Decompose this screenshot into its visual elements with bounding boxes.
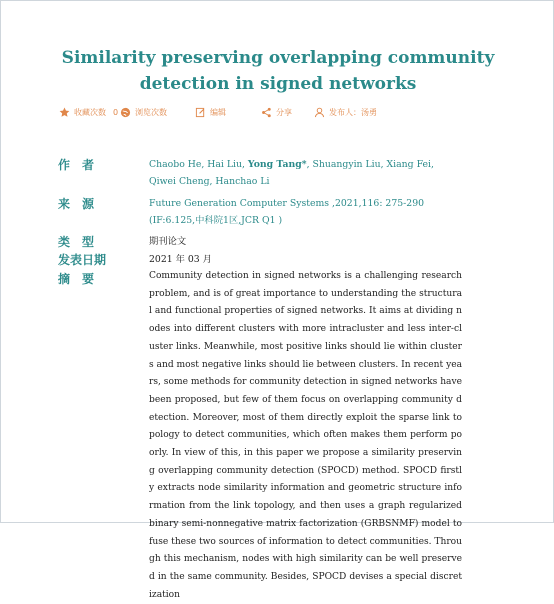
- publisher-label: 发布人：: [329, 108, 361, 117]
- author-highlight: Yong Tang*: [247, 159, 307, 170]
- favorites-count: 0: [113, 108, 119, 117]
- publisher-name[interactable]: 汤勇: [361, 108, 377, 117]
- views-stat: [120, 107, 167, 118]
- abstract-text: Community detection in signed networks is a challenging research problem, and is of great importance to understanding the structural and functional properties of signed networks. It aims at dividing nodes into different clusters with more intracluster and less inter-cluster links. Meanwhile, most positive links should lie within clusters and most negative links should lie between clusters. In recent years, some methods for community detection in signed networks have been proposed, but few of them focus on overlapping community detection. Moreover, most of them directly exploit the sparse link topology to detect communities, which often makes them perform poorly. In view of this, in this paper we propose a similarity preserving overlapping community detection (SPOCD) method. SPOCD firstly extracts node similarity information and geometric structure information from the link topology, and then uses a graph regularized binary semi-nonnegative matrix factorization (GRBSNMF) model to fuse these two sources of information to detect communities. Through this mechanism, nodes with high similarity can be well preserved in the same community. Besides, SPOCD devises a special discretization: [149, 271, 463, 600]
- author-label: 作 者: [58, 158, 95, 172]
- authors-value: [149, 156, 461, 190]
- share-icon: [261, 107, 272, 118]
- user-icon: [314, 107, 325, 118]
- source-label: 来 源: [58, 197, 95, 211]
- date-value: 2021 年 03 月: [149, 254, 212, 265]
- globe-icon: [120, 107, 131, 118]
- star-icon: [59, 107, 70, 118]
- publisher-info: [314, 107, 377, 118]
- source-journal[interactable]: Future Generation Computer Systems: [149, 198, 330, 209]
- type-label: 类 型: [58, 235, 95, 249]
- edit-icon: [195, 107, 206, 118]
- share-button[interactable]: [261, 107, 292, 118]
- views-label: 浏览次数: [135, 108, 167, 117]
- action-bar: [1, 107, 553, 125]
- abstract-label: 摘 要: [58, 272, 95, 286]
- paper-title: Similarity preserving overlapping community detection in signed networks: [61, 48, 495, 94]
- authors-after: , Shuangyin Liu, Xiang Fei, Qiwei Cheng, Hanchao Li: [149, 159, 434, 187]
- edit-button[interactable]: [195, 107, 226, 118]
- source-value: [149, 195, 461, 229]
- favorite-button[interactable]: [59, 107, 118, 118]
- authors-before: Chaobo He, Hai Liu,: [149, 159, 248, 170]
- favorites-label: 收藏次数: [74, 108, 106, 117]
- share-label: 分享: [276, 108, 292, 117]
- type-value: 期刊论文: [149, 236, 187, 247]
- date-label: 发表日期: [58, 253, 107, 267]
- edit-label: 编辑: [210, 108, 226, 117]
- source-detail: ,2021,116: 275-290 (IF:6.125,中科院1区,JCR Q1 ): [149, 198, 425, 226]
